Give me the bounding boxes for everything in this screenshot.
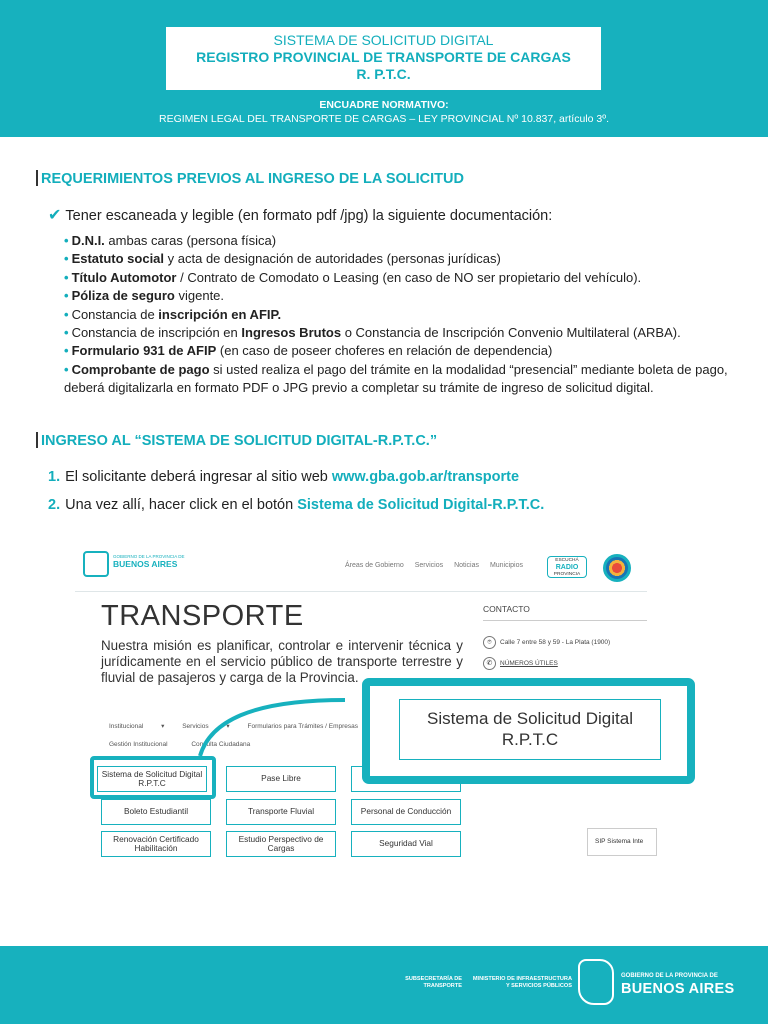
location-pin-icon: ⌾: [483, 636, 496, 649]
heading-bar: [36, 170, 38, 186]
navbar-divider: [75, 591, 647, 592]
sub-line-2: TRANSPORTE: [423, 983, 462, 989]
website-link[interactable]: www.gba.gob.ar/transporte: [331, 469, 520, 485]
list-item: [64, 250, 754, 268]
list-item: [64, 269, 754, 287]
bullet-icon: •: [64, 306, 69, 322]
item-pre: Constancia de inscripción en: [71, 325, 242, 341]
ingreso-heading: [36, 432, 437, 449]
renovacion-certificado-button[interactable]: Renovación Certificado Habilitación: [101, 831, 211, 857]
transporte-fluvial-button[interactable]: Transporte Fluvial: [226, 799, 336, 825]
menu-institucional[interactable]: Institucional ▾: [109, 723, 165, 730]
item-text: si usted realiza el pago del trámite en la modalidad “presencial” mediante boleta de pago, deberá digitalizarla en formato PDF o JPG previo a completar su trámite de ingreso de solicitud digital.: [64, 361, 728, 396]
step-2: [48, 491, 544, 519]
list-item: [64, 361, 754, 398]
radio-mid: RADIO: [555, 563, 579, 571]
heading-bar: [36, 432, 38, 448]
list-item: [64, 306, 754, 324]
item-bold: Póliza de seguro: [71, 288, 175, 304]
item-bold: D.N.I.: [71, 233, 105, 248]
phone-icon: ✆: [483, 657, 496, 670]
sip-button[interactable]: SIP Sistema Inte: [587, 828, 657, 856]
requirements-heading-text: REQUERIMIENTOS PREVIOS AL INGRESO DE LA SOLICITUD: [41, 171, 464, 187]
callout-line-1: Sistema de Solicitud Digital: [427, 709, 633, 728]
list-item: [64, 324, 754, 342]
zoomed-button: [399, 699, 661, 760]
ingreso-heading-text: INGRESO AL “SISTEMA DE SOLICITUD DIGITAL-R.P.T.C.”: [41, 433, 438, 449]
registry-acronym: R. P.T.C.: [356, 66, 411, 82]
encuadre-text: REGIMEN LEGAL DEL TRANSPORTE DE CARGAS – LEY PROVINCIAL Nº 10.837, artículo 3º.: [159, 113, 609, 125]
mission-text: Nuestra misión es planificar, controlar e intervenir técnica y jurídicamente en el servicio público de transporte terrestre y fluvial de pasajeros y carga de la Provincia.: [101, 638, 463, 685]
requirements-intro: [48, 205, 552, 225]
site-nav-links: [345, 562, 532, 569]
list-item: [64, 342, 754, 360]
contact-title: CONTACTO: [483, 604, 530, 614]
item-text: o Constancia de Inscripción Convenio Multilateral (ARBA).: [341, 325, 681, 341]
site-menu: [109, 722, 374, 730]
min-line-2: Y SERVICIOS PÚBLICOS: [505, 983, 572, 989]
sub-line-1: SUBSECRETARÍA DE: [405, 976, 462, 982]
seguridad-vial-button[interactable]: Seguridad Vial: [351, 831, 461, 857]
pase-libre-button[interactable]: Pase Libre: [226, 766, 336, 792]
ministerio-label: [470, 976, 572, 990]
boleto-estudiantil-button[interactable]: Boleto Estudiantil: [101, 799, 211, 825]
logo-subtitle: GOBIERNO DE LA PROVINCIA DE: [113, 554, 185, 559]
menu-gestion[interactable]: Gestión Institucional: [109, 741, 168, 748]
item-text: vigente.: [174, 288, 225, 304]
item-bold: inscripción en AFIP.: [158, 306, 282, 322]
button-highlight-frame: [90, 756, 216, 799]
province-seal-icon: [603, 554, 631, 582]
nav-municipios[interactable]: Municipios: [489, 562, 524, 569]
bullet-icon: •: [64, 325, 69, 341]
item-bold: Estatuto social: [71, 251, 165, 267]
system-title: SISTEMA DE SOLICITUD DIGITAL: [273, 32, 494, 48]
callout-line-2: R.P.T.C: [501, 730, 559, 749]
menu-consulta[interactable]: Consulta Ciudadana: [191, 741, 251, 748]
bullet-icon: •: [64, 288, 69, 304]
menu-servicios[interactable]: Servicios ▾: [182, 723, 230, 730]
gov-subtitle: GOBIERNO DE LA PROVINCIA DE: [621, 973, 718, 979]
step-number: 2.: [48, 497, 61, 513]
steps-list: [48, 463, 544, 519]
bullet-icon: •: [64, 343, 69, 359]
buenos-aires-logo-icon[interactable]: [83, 551, 109, 577]
item-bold: Comprobante de pago: [71, 361, 210, 377]
contact-numbers-text[interactable]: NÚMEROS ÚTILES: [500, 660, 558, 668]
bullet-icon: •: [64, 251, 69, 267]
encuadre-normativo: [0, 99, 768, 126]
item-text: y acta de designación de autoridades (personas jurídicas): [164, 251, 501, 267]
encuadre-label: ENCUADRE NORMATIVO:: [319, 99, 449, 111]
site-navbar: [75, 540, 647, 592]
nav-areas[interactable]: Áreas de Gobierno: [345, 562, 404, 569]
logo-title: BUENOS AIRES: [113, 559, 178, 569]
list-item: [64, 232, 754, 250]
contact-address: [483, 636, 610, 649]
item-text: (en caso de poseer choferes en relación de dependencia): [216, 343, 553, 359]
system-button-reference: Sistema de Solicitud Digital-R.P.T.C.: [297, 497, 545, 513]
item-pre: Constancia de: [71, 306, 159, 322]
header-band: [0, 0, 768, 137]
item-text: ambas caras (persona física): [104, 233, 277, 248]
step-text: El solicitante deberá ingresar al sitio web: [65, 469, 332, 485]
contact-address-text: Calle 7 entre 58 y 59 - La Plata (1900): [500, 639, 611, 647]
contact-numbers[interactable]: [483, 657, 558, 670]
radio-bottom: PROVINCIA: [553, 572, 581, 577]
step-text: Una vez allí, hacer click en el botón: [65, 497, 298, 513]
min-line-1: MINISTERIO DE INFRAESTRUCTURA: [472, 976, 572, 982]
check-icon: ✔: [48, 207, 62, 224]
bullet-icon: •: [64, 233, 69, 248]
estudio-perspectivo-button[interactable]: Estudio Perspectivo de Cargas: [226, 831, 336, 857]
title-box: [166, 27, 601, 90]
step-1: [48, 463, 544, 491]
item-bold: Título Automotor: [71, 269, 177, 285]
sistema-solicitud-button[interactable]: Sistema de Solicitud Digital R.P.T.C: [97, 766, 207, 792]
item-bold: Formulario 931 de AFIP: [71, 343, 217, 359]
item-bold: Ingresos Brutos: [241, 325, 342, 341]
province-map-icon: [578, 959, 614, 1005]
menu-formularios[interactable]: Formularios para Trámites / Empresas: [247, 723, 359, 730]
list-item: [64, 287, 754, 305]
menu-label: Servicios: [182, 723, 209, 730]
menu-label: Institucional: [109, 723, 144, 730]
bullet-icon: •: [64, 361, 69, 377]
requirements-intro-text: Tener escaneada y legible (en formato pdf /jpg) la siguiente documentación:: [65, 208, 553, 224]
site-page-title: TRANSPORTE: [101, 600, 304, 632]
item-text: / Contrato de Comodato o Leasing (en caso de NO ser propietario del vehículo).: [176, 269, 642, 285]
subsecretaria-label: [390, 976, 462, 990]
nav-servicios[interactable]: Servicios: [414, 562, 444, 569]
personal-conduccion-button[interactable]: Personal de Conducción: [351, 799, 461, 825]
bullet-icon: •: [64, 269, 69, 285]
footer-band: [0, 946, 768, 1024]
radio-top: ESCUCHÁ: [555, 558, 579, 563]
gov-title: BUENOS AIRES: [621, 981, 735, 997]
requirements-heading: [36, 170, 464, 187]
step-number: 1.: [48, 469, 61, 485]
registry-title: REGISTRO PROVINCIAL DE TRANSPORTE DE CARGAS: [196, 49, 571, 65]
nav-noticias[interactable]: Noticias: [454, 562, 479, 569]
site-menu-secondary: [109, 741, 272, 748]
zoom-callout: [362, 678, 695, 784]
radio-provincia-badge[interactable]: [547, 556, 587, 578]
contact-divider: [483, 620, 647, 621]
requirements-list: [64, 232, 754, 398]
